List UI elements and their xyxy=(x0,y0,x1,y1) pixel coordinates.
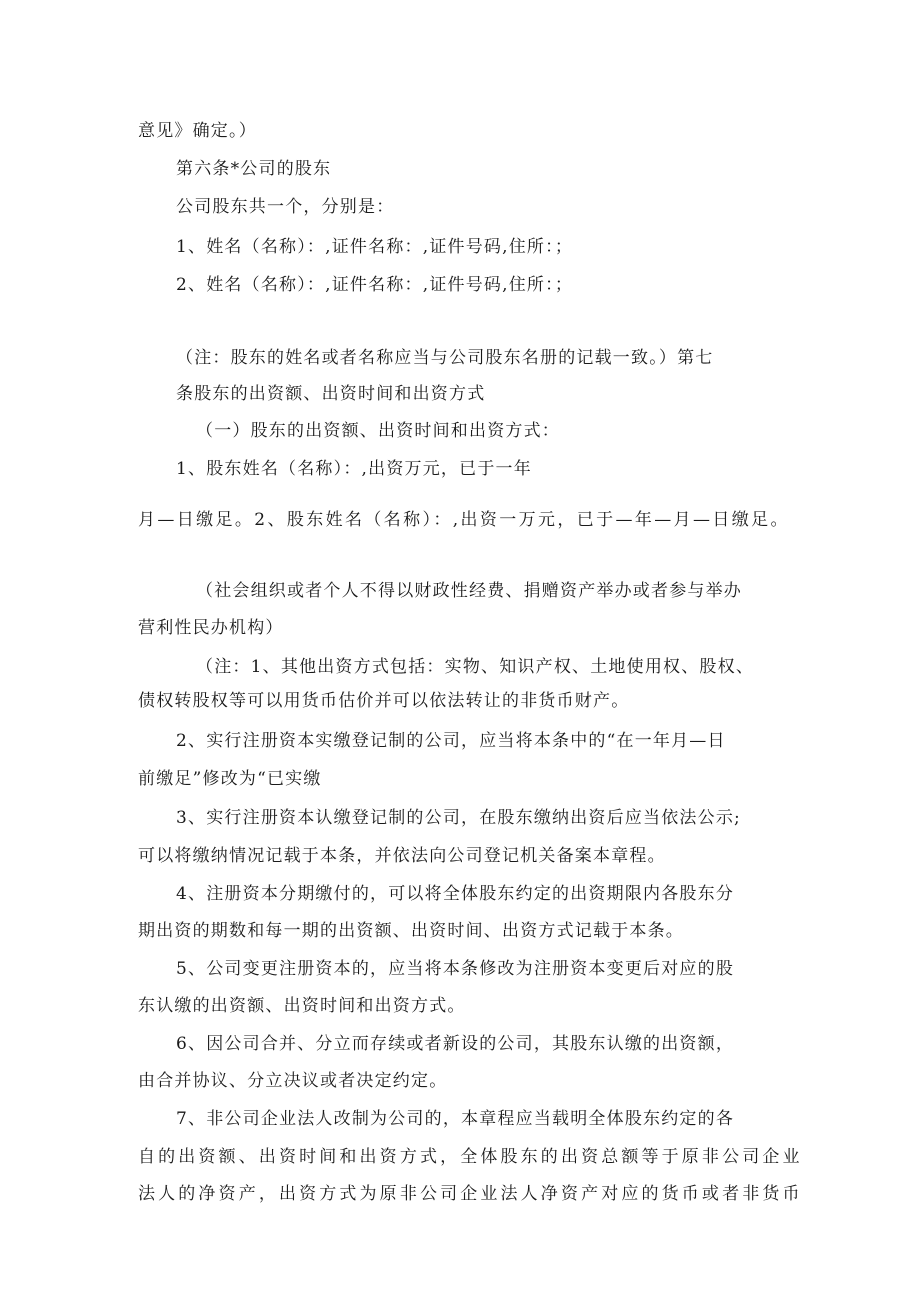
note-line: （注：股东的姓名或者名称应当与公司股东名册的记载一致。）第七 xyxy=(176,348,714,368)
article-heading: 第六条*公司的股东 xyxy=(176,159,332,179)
note-line: 可以将缴纳情况记载于本条，并依法向公司登记机关备案本章程。 xyxy=(138,846,666,866)
text-line: 营利性民办机构） xyxy=(138,618,284,638)
text-line: 1、姓名（名称）：,证件名称：,证件号码,住所：； xyxy=(176,237,574,257)
note-line: 3、实行注册资本认缴登记制的公司，在股东缴纳出资后应当依法公示; xyxy=(176,808,741,828)
note-line: 由合并协议、分立决议或者决定约定。 xyxy=(138,1071,448,1091)
text-line: 公司股东共一个，分别是： xyxy=(176,197,395,217)
note-line: 东认缴的出资额、出资时间和出资方式。 xyxy=(138,996,466,1016)
note-line: 自的出资额、出资时间和出资方式，全体股东的出资总额等于原非公司企业 xyxy=(138,1147,800,1167)
note-line: 2、实行注册资本实缴登记制的公司，应当将本条中的“在一年月—日 xyxy=(176,731,726,751)
note-line: 前缴足”修改为“已实缴 xyxy=(138,769,322,789)
article-heading: 条股东的出资额、出资时间和出资方式 xyxy=(176,384,486,404)
note-line: 7、非公司企业法人改制为公司的，本章程应当载明全体股东约定的各 xyxy=(176,1109,735,1129)
note-line: 法人的净资产，出资方式为原非公司企业法人净资产对应的货币或者非货币 xyxy=(138,1184,800,1204)
note-line: 4、注册资本分期缴付的，可以将全体股东约定的出资期限内各股东分 xyxy=(176,884,735,904)
note-line: 债权转股权等可以用货币估价并可以依法转让的非货币财产。 xyxy=(138,691,630,711)
text-line: （一）股东的出资额、出资时间和出资方式： xyxy=(196,421,560,441)
note-line: 6、因公司合并、分立而存续或者新设的公司，其股东认缴的出资额， xyxy=(176,1034,735,1054)
text-line: 月—日缴足。2、股东姓名（名称）：,出资一万元，已于—年—月—日缴足。 xyxy=(138,510,788,530)
note-line: 期出资的期数和每一期的出资额、出资时间、出资方式记载于本条。 xyxy=(138,921,684,941)
text-line: 意见》确定。） xyxy=(138,121,257,141)
note-line: （注：1、其他出资方式包括：实物、知识产权、土地使用权、股权、 xyxy=(196,657,755,677)
text-line: （社会组织或者个人不得以财政性经费、捐赠资产举办或者参与举办 xyxy=(196,581,742,601)
text-line: 1、股东姓名（名称）：,出资万元，已于一年 xyxy=(176,459,532,479)
note-line: 5、公司变更注册资本的，应当将本条修改为注册资本变更后对应的股 xyxy=(176,959,735,979)
text-line: 2、姓名（名称）：,证件名称：,证件号码,住所：； xyxy=(176,275,574,295)
